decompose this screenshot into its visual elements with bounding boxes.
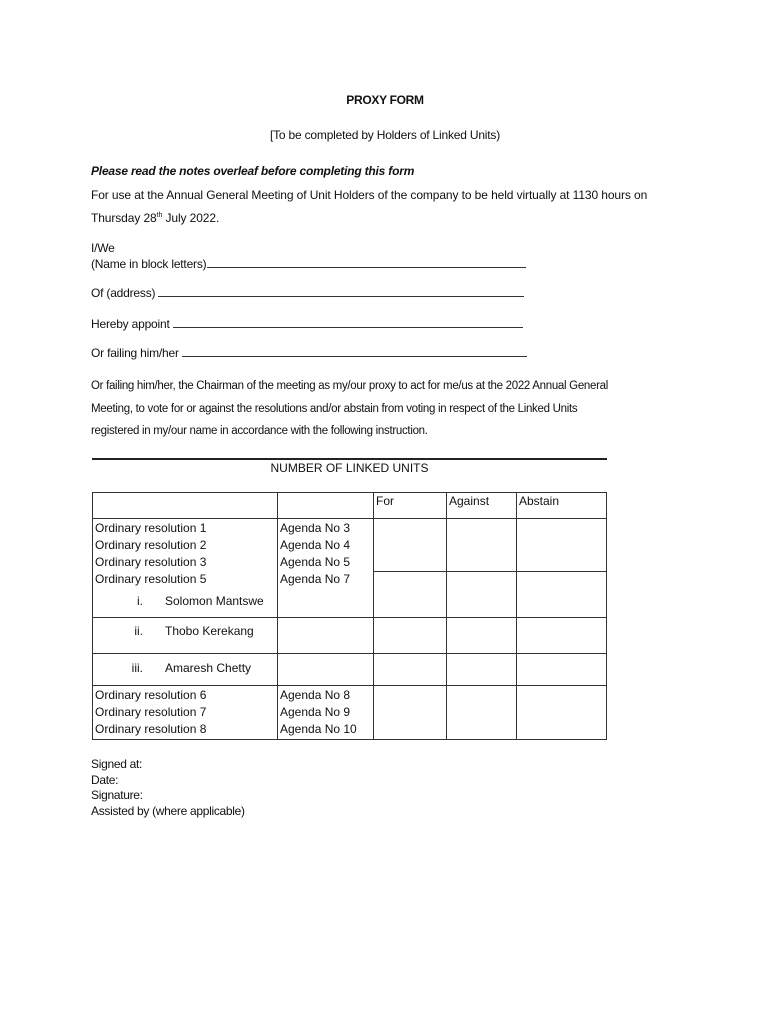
header-abstain: Abstain [517,493,607,519]
resolution-label: Ordinary resolution 2 [95,538,207,552]
table-row-group2 [93,686,607,740]
candidate-name: Thobo Kerekang [165,624,254,638]
candidate-for-cell[interactable] [374,618,447,654]
group2-against-cell[interactable] [447,686,517,740]
resolution-label: Ordinary resolution 3 [95,555,207,569]
candidate-abstain-cell[interactable] [517,654,607,686]
appoint-field[interactable] [173,317,523,328]
candidate-cell [93,654,278,686]
failing-label: Or failing him/her [91,346,179,360]
table-header-row [93,493,607,519]
candidate-against-cell[interactable] [447,654,517,686]
group2-agendas [278,686,374,740]
agenda-label: Agenda No 3 [280,521,351,535]
assisted-by-label: Assisted by (where applicable) [91,803,245,818]
candidate-name: Amaresh Chetty [165,661,252,675]
address-field[interactable] [158,286,524,297]
header-against: Against [447,493,517,519]
name-label: (Name in block letters) [91,257,207,271]
header-blank-1 [93,493,278,519]
group2-resolutions [93,686,278,740]
signature-block [91,757,245,819]
candidate-for-cell[interactable] [374,654,447,686]
resolution-label: Ordinary resolution 8 [95,722,207,736]
header-blank-2 [278,493,374,519]
agenda-label: Agenda No 10 [280,722,357,736]
iwe-label: I/We [91,241,115,255]
notes-instruction: Please read the notes overleaf before completing this form [91,164,415,178]
group2-abstain-cell[interactable] [517,686,607,740]
table-row-candidate-2 [93,618,607,654]
candidate-number: ii. [134,624,143,638]
agenda-label: Agenda No 5 [280,555,351,569]
proxy-line-2: Meeting, to vote for or against the resolutions and/or abstain from voting in respect of the Linked Units [91,402,578,415]
resolution-label: Ordinary resolution 5 [95,572,207,586]
group1-resolutions [93,519,278,618]
address-field-row [91,286,524,300]
address-label: Of (address) [91,286,156,300]
candidate-against-cell[interactable] [447,618,517,654]
table-divider [92,458,607,460]
proxy-line-3: registered in my/our name in accordance with the following instruction. [91,425,428,437]
form-title: PROXY FORM [346,93,424,107]
group2-for-cell[interactable] [374,686,447,740]
candidate-item [95,618,275,640]
intro-date-pre: Thursday 28 [91,211,157,225]
resolution-label: Ordinary resolution 6 [95,688,207,702]
candidate-agenda-cell [278,654,374,686]
resolutions-table [92,492,607,740]
failing-field-row [91,346,527,360]
group1-for-cell[interactable] [374,519,447,618]
agenda-label: Agenda No 4 [280,538,351,552]
intro-line-2 [91,207,691,230]
appoint-field-row [91,317,523,331]
agenda-label: Agenda No 7 [280,572,351,586]
resolution-label: Ordinary resolution 7 [95,705,207,719]
table-row-candidate-3 [93,654,607,686]
failing-field[interactable] [182,346,527,357]
intro-line-1: For use at the Annual General Meeting of Unit Holders of the company to be held virtually at 1130 hours on [91,188,648,202]
candidate-agenda-cell [278,618,374,654]
form-subtitle: [To be completed by Holders of Linked Units) [270,128,500,142]
intro-date-suffix: th [156,212,163,219]
group1-against-cell[interactable] [447,519,517,618]
intro-paragraph [91,184,691,230]
group1-abstain-cell[interactable] [517,519,607,618]
proxy-paragraph [91,375,671,443]
candidate-item [95,654,275,677]
candidate-name: Solomon Mantswe [165,594,264,608]
signature-label: Signature: [91,788,143,802]
agenda-label: Agenda No 9 [280,705,351,719]
date-label: Date: [91,772,119,787]
signed-at-label: Signed at: [91,757,143,771]
name-field-row [91,257,526,271]
candidate-cell [93,618,278,654]
table-title: NUMBER OF LINKED UNITS [270,461,429,475]
candidate-item [95,588,275,616]
agenda-label: Agenda No 8 [280,688,351,702]
candidate-number: i. [137,594,143,608]
proxy-line-1: Or failing him/her, the Chairman of the meeting as my/our proxy to act for me/us at the 2022 Annual General [91,380,608,392]
table-row-group1 [93,519,607,618]
candidate-number: iii. [131,661,143,675]
appoint-label: Hereby appoint [91,317,170,331]
candidate-abstain-cell[interactable] [517,618,607,654]
resolution-label: Ordinary resolution 1 [95,521,207,535]
intro-date-post: July 2022. [162,211,220,225]
header-for: For [374,493,447,519]
name-field[interactable] [207,257,526,268]
group1-agendas [278,519,374,618]
